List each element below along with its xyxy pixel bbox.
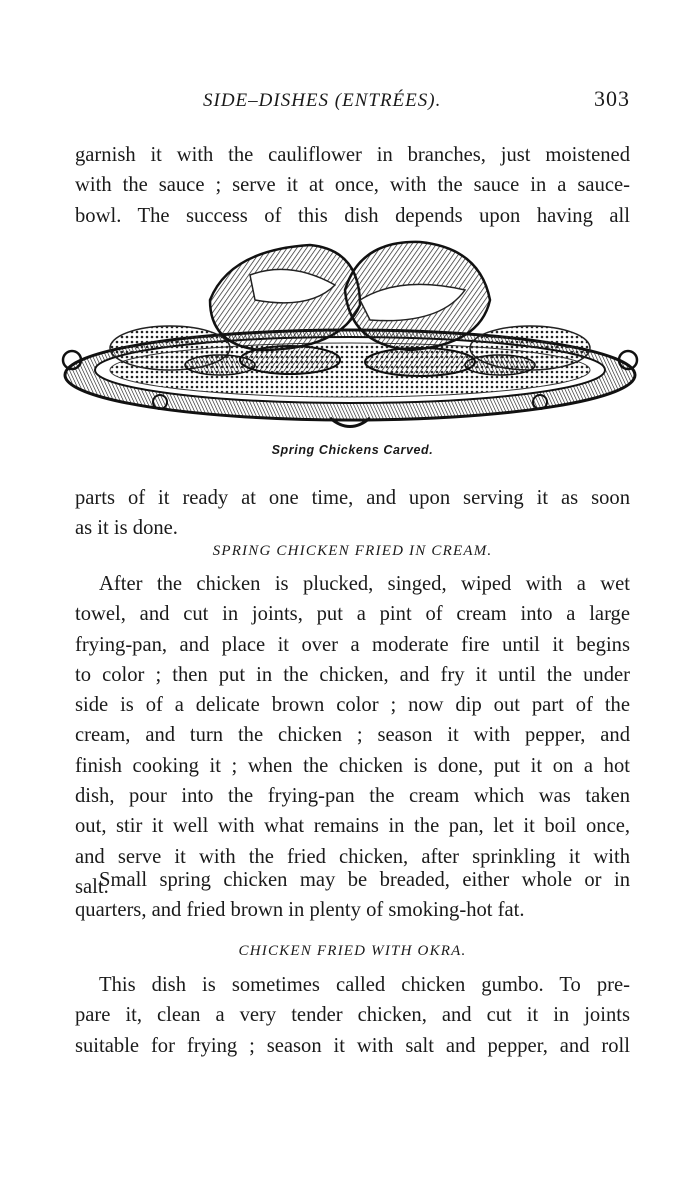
text-line: out, stir it well with what remains in the pan, let it boil once, bbox=[75, 815, 630, 838]
text-line: salt. bbox=[75, 875, 109, 898]
text-line: cream, and turn the chicken ; season it with pepper, and bbox=[75, 724, 630, 747]
text-line: side is of a delicate brown color ; now dip out part of the bbox=[75, 694, 630, 717]
paragraph-parts bbox=[75, 483, 630, 544]
text-line: This dish is sometimes called chicken gumbo. To pre- bbox=[99, 974, 630, 996]
text-line: and serve it with the fried chicken, after sprinkling it with bbox=[75, 845, 630, 868]
text-line: garnish it with the cauliflower in branches, just moistened bbox=[75, 144, 630, 166]
text-line: suitable for frying ; season it with salt and pepper, and roll bbox=[75, 1034, 630, 1057]
text-line: parts of it ready at one time, and upon serving it as soon bbox=[75, 487, 630, 509]
text-line: bowl. The success of this dish depends upon having all bbox=[75, 204, 630, 227]
text-line: frying-pan, and place it over a moderate fire until it begins bbox=[75, 633, 630, 656]
text-line: After the chicken is plucked, singed, wiped with a wet bbox=[99, 573, 630, 595]
paragraph-breaded bbox=[75, 865, 630, 926]
page-number: 303 bbox=[594, 86, 630, 111]
text-line: towel, and cut in joints, put a pint of cream into a large bbox=[75, 603, 630, 626]
text-line: finish cooking it ; when the chicken is done, put it on a hot bbox=[75, 754, 630, 777]
spring-chickens-illustration bbox=[60, 230, 640, 450]
running-head bbox=[75, 86, 630, 120]
text-line: Small spring chicken may be breaded, either whole or in bbox=[99, 869, 630, 891]
text-line: to color ; then put in the chicken, and fry it until the under bbox=[75, 663, 630, 686]
section-heading: CHICKEN FRIED WITH OKRA. bbox=[238, 943, 467, 959]
text-line: quarters, and fried brown in plenty of smoking-hot fat. bbox=[75, 899, 525, 922]
running-title: SIDE–DISHES (ENTRÉES). bbox=[203, 90, 442, 111]
text-line: pare it, clean a very tender chicken, and cut it in joints bbox=[75, 1004, 630, 1027]
figure-caption: Spring Chickens Carved. bbox=[271, 443, 434, 457]
section-heading: SPRING CHICKEN FRIED IN CREAM. bbox=[212, 543, 493, 559]
paragraph-fried-in-cream bbox=[75, 569, 630, 902]
paragraph-garnish bbox=[75, 140, 630, 231]
paragraph-okra bbox=[75, 970, 630, 1061]
text-line: with the sauce ; serve it at once, with the sauce in a sauce- bbox=[75, 174, 630, 197]
text-line: dish, pour into the frying-pan the cream which was taken bbox=[75, 785, 630, 808]
text-line: as it is done. bbox=[75, 517, 178, 540]
